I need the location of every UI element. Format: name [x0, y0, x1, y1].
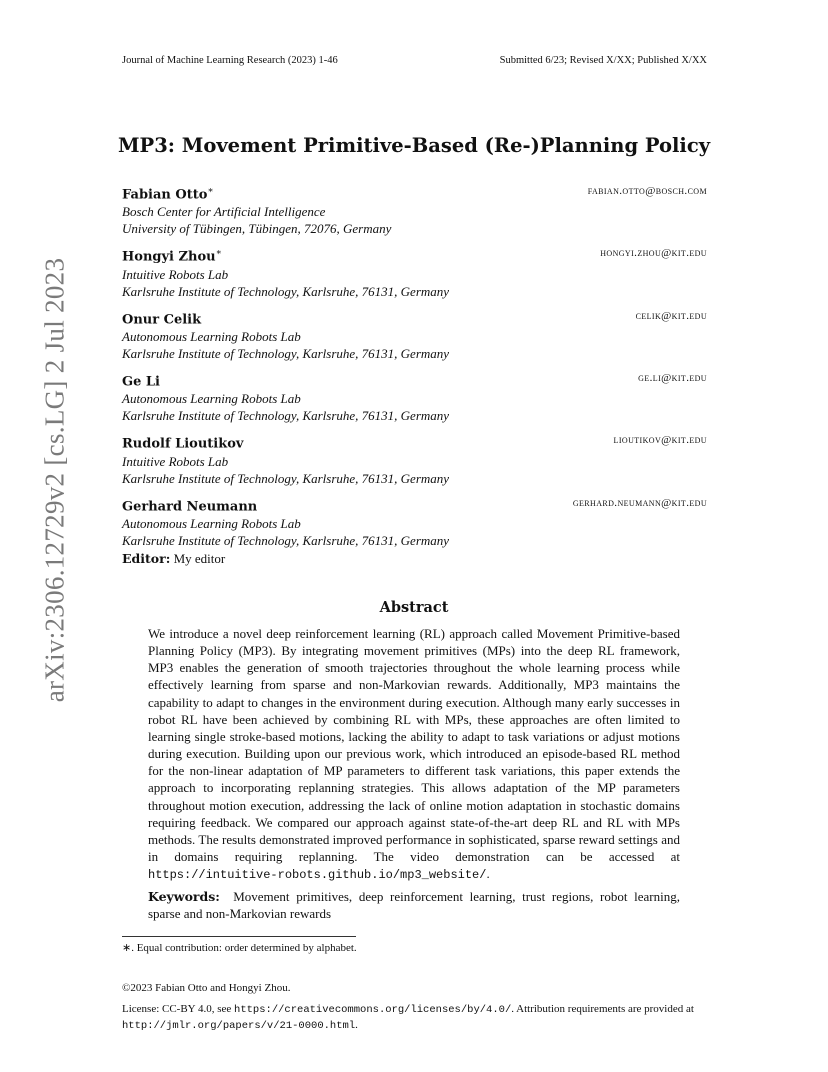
license — [122, 1002, 708, 1033]
abstract-heading: Abstract — [379, 599, 449, 616]
author-name-text: Hongyi Zhou — [122, 249, 216, 265]
video-link[interactable]: https://intuitive-robots.github.io/mp3_website/ — [148, 868, 487, 883]
license-end: . — [355, 1018, 358, 1031]
author-name-text: Fabian Otto — [122, 187, 208, 203]
author-email[interactable]: ge.li@kit.edu — [638, 371, 707, 384]
author-affiliation-2: University of Tübingen, Tübingen, 72076, Germany — [122, 221, 392, 237]
author-affiliation-2: Karlsruhe Institute of Technology, Karlsruhe, 76131, Germany — [122, 408, 450, 424]
footnote: ∗. Equal contribution: order determined by alphabet. — [122, 942, 357, 954]
keywords-text: Movement primitives, deep reinforcement learning, trust regions, robot learning, sparse and non-Markovian rewards — [148, 889, 680, 921]
author-affiliation-1: Autonomous Learning Robots Lab — [122, 328, 301, 344]
author-email[interactable]: hongyi.zhou@kit.edu — [600, 247, 707, 260]
running-header-submission: Submitted 6/23; Revised X/XX; Published X/XX — [499, 55, 707, 66]
author-mark: ∗ — [215, 248, 222, 259]
author-name-text: Gerhard Neumann — [122, 498, 258, 514]
author-block — [122, 432, 707, 486]
author-email[interactable]: gerhard.neumann@kit.edu — [572, 496, 707, 509]
author-affiliation-2: Karlsruhe Institute of Technology, Karlsruhe, 76131, Germany — [122, 283, 450, 299]
footnote-divider — [122, 936, 356, 937]
author-affiliation-2: Karlsruhe Institute of Technology, Karlsruhe, 76131, Germany — [122, 345, 450, 361]
author-name-text: Rudolf Lioutikov — [122, 436, 244, 452]
abstract-body-text: We introduce a novel deep reinforcement learning (RL) approach called Movement Primitive-based Planning Policy (MP3). By integrating movement primitives (MPs) into the deep RL framework, MP3 enables the generation of smooth trajectories throughout the whole learning process while effectively learning from sparse and non-Markovian rewards. Additionally, MP3 maintains the capability to adapt to changes in the environment during execution. Although many early successes in robot RL have been achieved by combining RL with MPs, these approaches are often limited to learning single stroke-based motions, lacking the ability to adapt to task variations or adjust motions during execution. Building upon our previous work, which introduced an episode-based RL method for the non-linear adaptation of MP parameters to different task variations, this paper extends the approach to incorporating replanning strategies. This allows adaptation of the MP parameters throughout motion execution, addressing the lack of online motion adaptation in stochastic domains requiring feedback. We compared our approach against state-of-the-art deep RL and RL with MPs methods. The results demonstrated improved performance in sophisticated, sparse reward settings and in domains requiring replanning. The video demonstration can be accessed at — [148, 626, 680, 865]
paper-title: MP3: Movement Primitive-Based (Re-)Planning Policy — [117, 134, 711, 157]
editor-value: My editor — [173, 551, 226, 566]
license-middle: . Attribution requirements are provided at — [511, 1003, 694, 1015]
author-affiliation-1: Intuitive Robots Lab — [122, 453, 229, 469]
author-name — [122, 370, 707, 390]
editor-line — [122, 551, 225, 567]
author-list — [122, 183, 707, 557]
author-email[interactable]: fabian.otto@bosch.com — [587, 185, 707, 197]
jmlr-link[interactable]: http://jmlr.org/papers/v/21-0000.html — [122, 1019, 356, 1032]
arxiv-stamp-text: arXiv:2306.12729v2 [cs.LG] 2 Jul 2023 — [39, 257, 70, 703]
author-affiliation-1: Bosch Center for Artificial Intelligence — [122, 204, 326, 220]
author-block — [122, 183, 707, 237]
author-block — [122, 308, 707, 362]
author-email[interactable]: lioutikov@kit.edu — [613, 434, 707, 447]
abstract-end: . — [486, 866, 490, 882]
keywords — [148, 888, 680, 922]
author-affiliation-2: Karlsruhe Institute of Technology, Karlsruhe, 76131, Germany — [122, 532, 450, 548]
license-link[interactable]: https://creativecommons.org/licenses/by/4.0/ — [234, 1004, 512, 1016]
author-affiliation-1: Intuitive Robots Lab — [122, 266, 229, 282]
author-block — [122, 495, 707, 549]
author-affiliation-2: Karlsruhe Institute of Technology, Karlsruhe, 76131, Germany — [122, 470, 450, 486]
author-mark: ∗ — [207, 186, 214, 196]
abstract-text — [148, 625, 680, 884]
author-block — [122, 370, 707, 424]
author-name-text: Onur Celik — [122, 311, 202, 327]
author-name — [122, 308, 707, 328]
author-affiliation-1: Autonomous Learning Robots Lab — [122, 391, 301, 407]
author-name-text: Ge Li — [122, 374, 160, 390]
license-prefix: License: CC-BY 4.0, see — [122, 1003, 235, 1015]
running-header-journal: Journal of Machine Learning Research (2023) 1-46 — [122, 55, 338, 66]
author-block — [122, 245, 707, 299]
author-email[interactable]: celik@kit.edu — [635, 309, 707, 322]
author-affiliation-1: Autonomous Learning Robots Lab — [122, 515, 301, 531]
editor-label: Editor: — [122, 551, 171, 566]
copyright: ©2023 Fabian Otto and Hongyi Zhou. — [122, 982, 291, 994]
keywords-label: Keywords: — [148, 889, 220, 904]
